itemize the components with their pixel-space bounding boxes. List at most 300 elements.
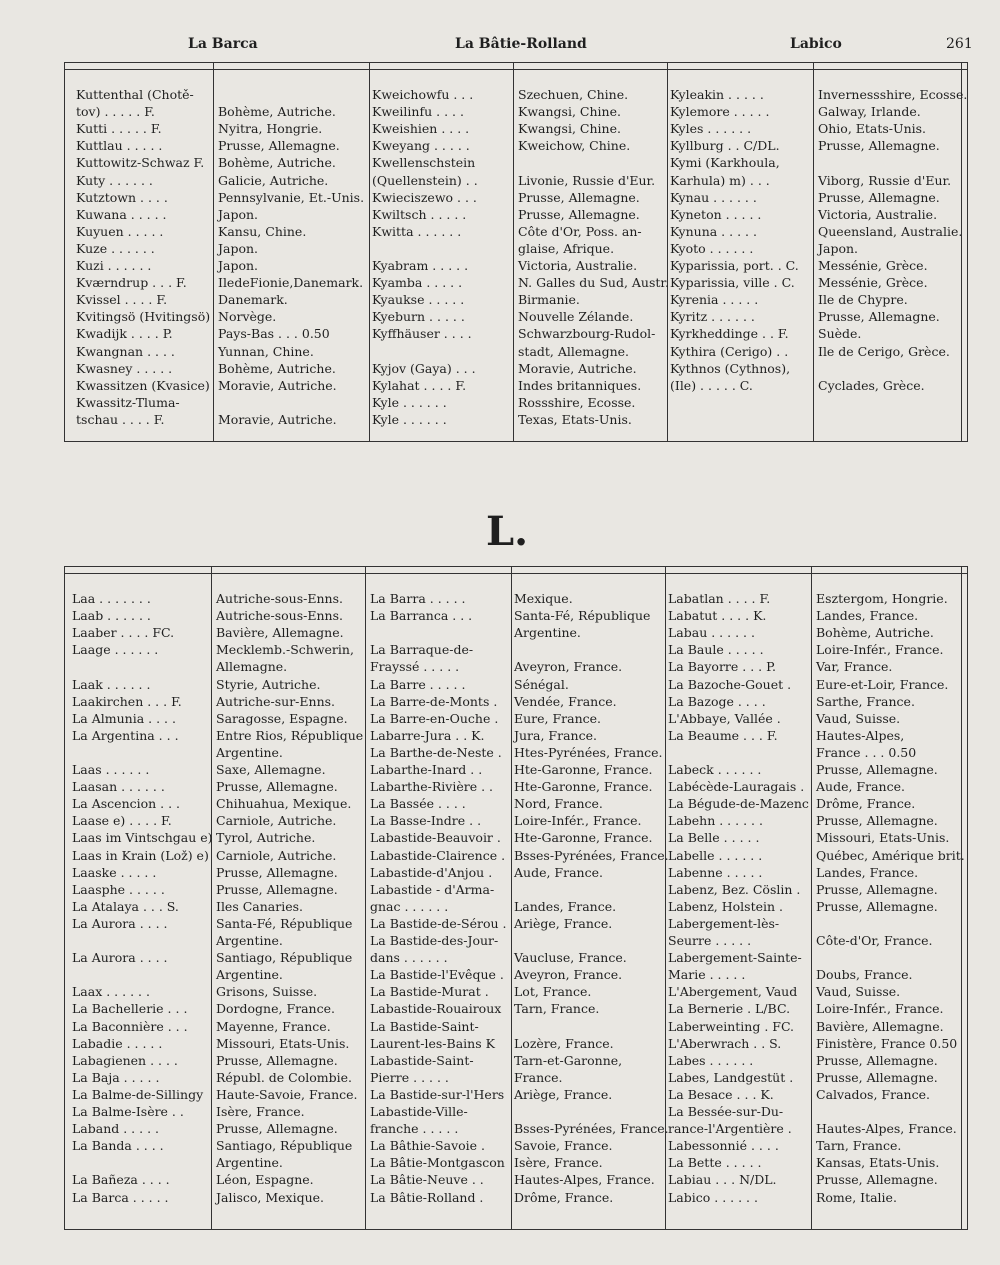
entry-location: Bohème, Autriche. bbox=[218, 360, 336, 376]
entry-place-name: Kyeburn . . . . . bbox=[372, 309, 465, 325]
entry-location: Var, France. bbox=[816, 659, 893, 675]
entry-location: Côte d'Or, Poss. an- bbox=[518, 223, 642, 239]
entry-place-name: Pierre . . . . . bbox=[370, 1069, 449, 1085]
entry-location: Styrie, Autriche. bbox=[216, 676, 321, 692]
entry-location: Mexique. bbox=[514, 591, 573, 606]
entry-location: Tarn, France. bbox=[816, 1138, 902, 1154]
entry-place-name: Seurre . . . . . bbox=[668, 933, 752, 948]
entry-place-name: La Aurora . . . . bbox=[72, 915, 168, 931]
entry-place-name: Kvitingsö (Hvitingsö) bbox=[76, 309, 211, 325]
entry-place-name: Laab . . . . . . bbox=[72, 608, 151, 624]
entry-location: Bohème, Autriche. bbox=[218, 155, 336, 171]
entry-place-name: La Bâthie-Savoie . bbox=[370, 1138, 486, 1154]
entry-location: Prusse, Allemagne. bbox=[816, 881, 938, 897]
entry-place-name: La Belle . . . . . bbox=[668, 830, 760, 846]
entry-place-name: Labau . . . . . . bbox=[668, 625, 755, 641]
running-head-left: La Barca bbox=[188, 36, 258, 52]
entry-place-name: Kylemore . . . . . bbox=[670, 104, 770, 120]
entry-place-name: Laakirchen . . . F. bbox=[72, 693, 182, 709]
entry-location: Santiago, République bbox=[216, 950, 353, 966]
entry-place-name: Kyritz . . . . . . bbox=[670, 309, 755, 325]
entry-location: Prusse, Allemagne. bbox=[816, 898, 938, 914]
entry-place-name: Kuttlau . . . . . bbox=[76, 138, 163, 154]
entry-place-name: La Barra . . . . . bbox=[370, 591, 466, 606]
entry-location: Jura, France. bbox=[514, 727, 597, 743]
entry-place-name: Laband . . . . . bbox=[72, 1121, 159, 1137]
entry-location: Aude, France. bbox=[514, 864, 603, 880]
entry-location: Mecklemb.-Schwerin, bbox=[216, 642, 354, 658]
entry-location: Vaud, Suisse. bbox=[816, 710, 901, 726]
entry-location: Argentine. bbox=[216, 933, 283, 948]
entry-location: Ile de Chypre. bbox=[818, 292, 908, 308]
entry-location: Nyitra, Hongrie. bbox=[218, 121, 323, 137]
entry-place-name: Labastide-d'Anjou . bbox=[370, 864, 493, 880]
entry-place-name: Laas im Vintschgau e) bbox=[72, 830, 213, 846]
entry-place-name: Kynau . . . . . . bbox=[670, 189, 757, 205]
entry-place-name: La Atalaya . . . S. bbox=[72, 898, 179, 914]
entry-location: Nouvelle Zélande. bbox=[518, 309, 634, 325]
entry-location: Carniole, Autriche. bbox=[216, 847, 337, 863]
entry-place-name: Kyllburg . . C/DL. bbox=[670, 138, 780, 154]
entry-location: Moravie, Autriche. bbox=[518, 360, 637, 376]
entry-location: Vaud, Suisse. bbox=[816, 984, 901, 1000]
entry-place-name: Kyneton . . . . . bbox=[670, 206, 762, 222]
entry-place-name: Laas in Krain (Lož) e) bbox=[72, 847, 209, 863]
entry-location: France. bbox=[514, 1069, 563, 1085]
entry-place-name: Kwassitz-Tluma- bbox=[76, 394, 180, 410]
entry-place-name: Kwitta . . . . . . bbox=[372, 223, 462, 239]
entry-place-name: Labastide-Saint- bbox=[370, 1052, 474, 1068]
entry-location: Japon. bbox=[218, 206, 259, 222]
entry-location: Tyrol, Autriche. bbox=[216, 830, 316, 846]
entry-location: Autriche-sous-Enns. bbox=[216, 591, 343, 606]
entry-place-name: Kuwana . . . . . bbox=[76, 206, 167, 222]
entry-location: Aveyron, France. bbox=[514, 967, 623, 983]
entry-location: Landes, France. bbox=[514, 898, 617, 914]
entry-location: Entre Rios, République bbox=[216, 727, 364, 743]
entry-place-name: Kyleakin . . . . . bbox=[670, 87, 764, 102]
entry-place-name: franche . . . . . bbox=[370, 1121, 459, 1137]
entry-location: Loire-Infér., France. bbox=[816, 642, 944, 658]
entry-location: Québec, Amérique brit. bbox=[816, 847, 965, 863]
entry-location: Léon, Espagne. bbox=[216, 1172, 314, 1188]
entry-location: Prusse, Allemagne. bbox=[216, 1121, 338, 1137]
entry-place-name: La Beaume . . . F. bbox=[668, 727, 778, 743]
entry-location: Hte-Garonne, France. bbox=[514, 779, 653, 795]
entry-location: Landes, France. bbox=[816, 864, 919, 880]
entry-place-name: Kværndrup . . . F. bbox=[76, 275, 187, 291]
column-rule bbox=[961, 63, 962, 441]
entry-location: Carniole, Autriche. bbox=[216, 813, 337, 829]
entry-location: Santiago, République bbox=[216, 1138, 353, 1154]
entry-place-name: Kythira (Cerigo) . . bbox=[670, 343, 789, 359]
entry-place-name: Kyparissia, port. . C. bbox=[670, 258, 799, 273]
entry-location: Japon. bbox=[818, 240, 859, 256]
entry-location: Isère, France. bbox=[216, 1104, 305, 1119]
entry-place-name: Kwangnan . . . . bbox=[76, 343, 175, 359]
entry-place-name: Kuzi . . . . . . bbox=[76, 258, 152, 273]
entry-location: Bohème, Autriche. bbox=[218, 104, 336, 120]
entry-location: Nord, France. bbox=[514, 796, 603, 812]
entry-place-name: La Bastide-Murat . bbox=[370, 984, 489, 1000]
page-number: 261 bbox=[946, 36, 973, 52]
entry-place-name: Laage . . . . . . bbox=[72, 642, 159, 658]
entry-place-name: Labico . . . . . . bbox=[668, 1189, 758, 1205]
entry-location: Yunnan, Chine. bbox=[218, 343, 314, 359]
entry-place-name: Kutztown . . . . bbox=[76, 189, 168, 205]
entry-place-name: Labehn . . . . . . bbox=[668, 813, 763, 829]
entry-place-name: La Baule . . . . . bbox=[668, 642, 764, 658]
entry-place-name: La Balme-de-Sillingy bbox=[72, 1086, 204, 1102]
entry-location: Landes, France. bbox=[816, 608, 919, 624]
entry-place-name: La Bazoge . . . . bbox=[668, 693, 766, 709]
entry-place-name: La Balme-Isère . . bbox=[72, 1104, 184, 1119]
entry-location: Kansu, Chine. bbox=[218, 223, 307, 239]
entry-location: Isère, France. bbox=[514, 1155, 603, 1171]
entry-place-name: L'Abergement, Vaud bbox=[668, 984, 798, 1000]
entry-location: Ohio, Etats-Unis. bbox=[818, 121, 927, 137]
entry-location: Htes-Pyrénées, France. bbox=[514, 744, 663, 760]
entry-place-name: Labessonnié . . . . bbox=[668, 1138, 779, 1154]
entry-place-name: La Almunia . . . . bbox=[72, 710, 176, 726]
entry-location: Prusse, Allemagne. bbox=[216, 864, 338, 880]
entry-place-name: Laasan . . . . . . bbox=[72, 779, 165, 795]
entry-location: Doubs, France. bbox=[816, 967, 913, 983]
entry-location: Prusse, Allemagne. bbox=[518, 206, 640, 222]
entry-place-name: Labenz, Holstein . bbox=[668, 898, 783, 914]
entry-location: Dordogne, France. bbox=[216, 1001, 335, 1017]
entry-location: Texas, Etats-Unis. bbox=[518, 411, 632, 427]
entry-place-name: Kymi (Karkhoula, bbox=[670, 155, 780, 171]
entry-place-name: La Baja . . . . . bbox=[72, 1069, 160, 1085]
entry-place-name: Kyrenia . . . . . bbox=[670, 292, 759, 308]
entry-location: Eure, France. bbox=[514, 710, 602, 726]
entry-location: Ariège, France. bbox=[514, 915, 613, 931]
entry-place-name: La Bastide-Saint- bbox=[370, 1018, 479, 1034]
entry-location: Japon. bbox=[218, 258, 259, 273]
entry-location: Loire-Infér., France. bbox=[514, 813, 642, 829]
entry-place-name: Kynuna . . . . . bbox=[670, 223, 757, 239]
entry-place-name: Laax . . . . . . bbox=[72, 984, 150, 1000]
entry-location: IledeFionie,Danemark. bbox=[218, 275, 364, 291]
entry-location: Finistère, France 0.50 bbox=[816, 1035, 958, 1051]
entry-place-name: gnac . . . . . . bbox=[370, 898, 449, 914]
entry-location: Jalisco, Mexique. bbox=[216, 1189, 325, 1205]
entry-place-name: Kyle . . . . . . bbox=[372, 411, 447, 427]
entry-place-name: Kyaukse . . . . . bbox=[372, 292, 465, 308]
entry-place-name: Labastide-Beauvoir . bbox=[370, 830, 501, 846]
entry-place-name: La Bazoche-Gouet . bbox=[668, 676, 792, 692]
entry-place-name: Laurent-les-Bains K bbox=[370, 1035, 495, 1051]
entry-place-name: La Besace . . . K. bbox=[668, 1086, 774, 1102]
entry-location: Prusse, Allemagne. bbox=[816, 762, 938, 777]
entry-location: Messénie, Grèce. bbox=[818, 258, 928, 273]
entry-location: Iles Canaries. bbox=[216, 898, 303, 914]
entry-place-name: Labastide - d'Arma- bbox=[370, 881, 495, 897]
entry-place-name: Kwadijk . . . . P. bbox=[76, 326, 173, 342]
entry-location: Santa-Fé, République bbox=[216, 915, 353, 931]
entry-location: Pennsylvanie, Et.-Unis. bbox=[218, 189, 365, 205]
entry-place-name: Kyamba . . . . . bbox=[372, 275, 463, 291]
entry-place-name: La Bachellerie . . . bbox=[72, 1001, 188, 1017]
entry-place-name: La Basse-Indre . . bbox=[370, 813, 482, 829]
entry-place-name: Labeck . . . . . . bbox=[668, 762, 762, 777]
entry-location: Hte-Garonne, France. bbox=[514, 762, 653, 777]
section-letter: L. bbox=[486, 508, 529, 555]
entry-location: Argentine. bbox=[514, 625, 581, 641]
entry-place-name: Laberweinting . FC. bbox=[668, 1018, 795, 1034]
entry-location: Sénégal. bbox=[514, 676, 569, 692]
entry-location: Argentine. bbox=[216, 1155, 283, 1171]
entry-place-name: Labenne . . . . . bbox=[668, 864, 763, 880]
column-rule bbox=[667, 63, 668, 441]
entry-location: Prusse, Allemagne. bbox=[816, 1052, 938, 1068]
entry-location: Danemark. bbox=[218, 292, 288, 308]
entry-place-name: Labenz, Bez. Cöslin . bbox=[668, 881, 801, 897]
entry-place-name: Kweishien . . . . bbox=[372, 121, 470, 137]
entry-location: Santa-Fé, République bbox=[514, 608, 651, 624]
entry-place-name: Kuze . . . . . . bbox=[76, 240, 155, 256]
entry-place-name: Laak . . . . . . bbox=[72, 676, 151, 692]
entry-location: Aveyron, France. bbox=[514, 659, 623, 675]
entry-location: Savoie, France. bbox=[514, 1138, 613, 1154]
entry-location: stadt, Allemagne. bbox=[518, 343, 630, 359]
entry-place-name: Kweyang . . . . . bbox=[372, 138, 470, 154]
entry-place-name: L'Abbaye, Vallée . bbox=[668, 710, 781, 726]
entry-location: Norvège. bbox=[218, 309, 277, 325]
entry-place-name: La Bayorre . . . P. bbox=[668, 659, 776, 675]
entry-place-name: Labastide-Clairence . bbox=[370, 847, 506, 863]
entry-place-name: Kythnos (Cythnos), bbox=[670, 360, 791, 376]
entry-place-name: Kwieciszewo . . . bbox=[372, 189, 477, 205]
entry-place-name: La Bassée . . . . bbox=[370, 796, 466, 812]
entry-location: Tarn, France. bbox=[514, 1001, 600, 1017]
entry-location: Bsses-Pyrénées, France. bbox=[514, 847, 669, 863]
entry-place-name: La Barre-de-Monts . bbox=[370, 693, 498, 709]
entry-location: Drôme, France. bbox=[816, 796, 916, 812]
entry-location: Drôme, France. bbox=[514, 1189, 614, 1205]
entry-location: Bohème, Autriche. bbox=[816, 625, 934, 641]
entry-place-name: La Bâtie-Neuve . . bbox=[370, 1172, 484, 1188]
entry-place-name: rance-l'Argentière . bbox=[668, 1121, 792, 1137]
entry-location: Messénie, Grèce. bbox=[818, 275, 928, 291]
entry-place-name: La Aurora . . . . bbox=[72, 950, 168, 966]
entry-location: Kansas, Etats-Unis. bbox=[816, 1155, 940, 1171]
entry-place-name: La Bette . . . . . bbox=[668, 1155, 762, 1171]
entry-place-name: Kweilinfu . . . . bbox=[372, 104, 464, 120]
entry-location: Hautes-Alpes, France. bbox=[514, 1172, 655, 1188]
entry-place-name: La Barranca . . . bbox=[370, 608, 473, 624]
entry-place-name: Labergement-lès- bbox=[668, 915, 780, 931]
entry-location: Argentine. bbox=[216, 744, 283, 760]
entry-location: Grisons, Suisse. bbox=[216, 984, 318, 1000]
entry-location: glaise, Afrique. bbox=[518, 240, 615, 256]
entry-place-name: Labiau . . . N/DL. bbox=[668, 1172, 777, 1188]
entry-location: Bsses-Pyrénées, France. bbox=[514, 1121, 669, 1137]
entry-place-name: La Bañeza . . . . bbox=[72, 1172, 170, 1188]
entry-place-name: Kyffhäuser . . . . bbox=[372, 326, 472, 342]
entry-place-name: Kuty . . . . . . bbox=[76, 172, 153, 188]
entry-location: Eure-et-Loir, France. bbox=[816, 676, 949, 692]
entry-location: Tarn-et-Garonne, bbox=[514, 1052, 623, 1068]
entry-location: Prusse, Allemagne. bbox=[816, 813, 938, 829]
entry-place-name: La Ascencion . . . bbox=[72, 796, 181, 812]
entry-place-name: La Argentina . . . bbox=[72, 727, 179, 743]
entry-place-name: Labelle . . . . . . bbox=[668, 847, 763, 863]
entry-place-name: Kyparissia, ville . C. bbox=[670, 275, 795, 291]
entry-place-name: Laaber . . . . FC. bbox=[72, 625, 175, 641]
entry-location: Bavière, Allemagne. bbox=[216, 625, 344, 641]
entry-place-name: (Ile) . . . . . C. bbox=[670, 377, 753, 393]
entry-location: Chihuahua, Mexique. bbox=[216, 796, 352, 812]
entry-place-name: (Quellenstein) . . bbox=[372, 172, 478, 188]
entry-place-name: Labarthe-Inard . . bbox=[370, 762, 483, 777]
entry-location: Vaucluse, France. bbox=[514, 950, 627, 966]
entry-place-name: La Bâtie-Rolland . bbox=[370, 1189, 484, 1205]
entry-location: Prusse, Allemagne. bbox=[216, 881, 338, 897]
entry-place-name: La Bastide-l'Evêque . bbox=[370, 967, 504, 983]
entry-place-name: tschau . . . . F. bbox=[76, 411, 165, 427]
entry-location: Livonie, Russie d'Eur. bbox=[518, 172, 656, 188]
entry-place-name: La Barre-en-Ouche . bbox=[370, 710, 499, 726]
entry-place-name: Labergement-Sainte- bbox=[668, 950, 802, 966]
entry-place-name: Kwasney . . . . . bbox=[76, 360, 173, 376]
entry-location: Prusse, Allemagne. bbox=[818, 138, 940, 154]
entry-location: Queensland, Australie. bbox=[818, 223, 963, 239]
entry-place-name: Labarthe-Rivière . . bbox=[370, 779, 494, 795]
entry-location: Esztergom, Hongrie. bbox=[816, 591, 948, 606]
entry-place-name: Kyle . . . . . . bbox=[372, 394, 447, 410]
column-rule bbox=[961, 567, 962, 1229]
entry-place-name: Labatlan . . . . F. bbox=[668, 591, 771, 606]
entry-location: Autriche-sous-Enns. bbox=[216, 608, 343, 624]
entry-place-name: La Bâtie-Montgascon bbox=[370, 1155, 505, 1171]
entry-location: Japon. bbox=[218, 240, 259, 256]
entry-place-name: Labadie . . . . . bbox=[72, 1035, 163, 1051]
entry-place-name: Kwellenschstein bbox=[372, 155, 476, 171]
entry-place-name: Labarre-Jura . . K. bbox=[370, 727, 485, 743]
entry-place-name: Kutti . . . . . F. bbox=[76, 121, 162, 137]
entry-place-name: Kuyuen . . . . . bbox=[76, 223, 164, 239]
entry-location: Ariège, France. bbox=[514, 1086, 613, 1102]
entry-location: Rome, Italie. bbox=[816, 1189, 897, 1205]
entry-location: Autriche-sur-Enns. bbox=[216, 693, 336, 709]
entry-place-name: dans . . . . . . bbox=[370, 950, 448, 966]
entry-place-name: Kuttowitz-Schwaz F. bbox=[76, 155, 205, 171]
entry-location: Saragosse, Espagne. bbox=[216, 710, 348, 726]
entry-location: Sarthe, France. bbox=[816, 693, 915, 709]
entry-location: Prusse, Allemagne. bbox=[816, 1172, 938, 1188]
entry-location: Prusse, Allemagne. bbox=[216, 779, 338, 795]
entry-location: Prusse, Allemagne. bbox=[818, 189, 940, 205]
entry-place-name: La Barre . . . . . bbox=[370, 676, 466, 692]
entry-location: Prusse, Allemagne. bbox=[818, 309, 940, 325]
entry-location: Prusse, Allemagne. bbox=[216, 1052, 338, 1068]
entry-location: Saxe, Allemagne. bbox=[216, 762, 326, 777]
entry-location: Cyclades, Grèce. bbox=[818, 377, 925, 393]
entry-location: Indes britanniques. bbox=[518, 377, 642, 393]
entry-place-name: tov) . . . . . F. bbox=[76, 104, 155, 120]
entry-place-name: La Barthe-de-Neste . bbox=[370, 744, 502, 760]
entry-place-name: Labécède-Lauragais . bbox=[668, 779, 805, 795]
entry-place-name: Kuttenthal (Chotě- bbox=[76, 87, 194, 102]
entry-location: Lozère, France. bbox=[514, 1035, 614, 1051]
entry-location: Prusse, Allemagne. bbox=[218, 138, 340, 154]
entry-location: Galway, Irlande. bbox=[818, 104, 921, 120]
entry-location: Lot, France. bbox=[514, 984, 592, 1000]
entry-place-name: La Barca . . . . . bbox=[72, 1189, 169, 1205]
entry-place-name: Karhula) m) . . . bbox=[670, 172, 770, 188]
entry-location: Moravie, Autriche. bbox=[218, 377, 337, 393]
entry-place-name: Kyles . . . . . . bbox=[670, 121, 752, 137]
entry-location: Kwangsi, Chine. bbox=[518, 121, 621, 137]
entry-location: Mayenne, France. bbox=[216, 1018, 331, 1034]
entry-location: France . . . 0.50 bbox=[816, 744, 917, 760]
entry-place-name: Laase e) . . . . F. bbox=[72, 813, 172, 829]
entry-location: Invernessshire, Ecosse. bbox=[818, 87, 968, 102]
entry-location: Missouri, Etats-Unis. bbox=[816, 830, 950, 846]
column-rule bbox=[365, 567, 366, 1229]
entry-place-name: Marie . . . . . bbox=[668, 967, 746, 983]
entry-place-name: Labastide-Rouairoux bbox=[370, 1001, 502, 1017]
entry-place-name: La Bégude-de-Mazenc bbox=[668, 796, 809, 812]
entry-location: Argentine. bbox=[216, 967, 283, 983]
entry-location: Missouri, Etats-Unis. bbox=[216, 1035, 350, 1051]
entry-place-name: Kweichowfu . . . bbox=[372, 87, 474, 102]
entry-location: Szechuen, Chine. bbox=[518, 87, 629, 102]
entry-location: Kwangsi, Chine. bbox=[518, 104, 621, 120]
entry-place-name: Kwiltsch . . . . . bbox=[372, 206, 467, 222]
entry-place-name: Kvissel . . . . F. bbox=[76, 292, 168, 308]
entry-place-name: La Bessée-sur-Du- bbox=[668, 1104, 784, 1119]
entry-place-name: Kyrkheddinge . . F. bbox=[670, 326, 789, 342]
entry-location: Schwarzbourg-Rudol- bbox=[518, 326, 656, 342]
entry-location: Victoria, Australie. bbox=[818, 206, 938, 222]
entry-location: Galicie, Autriche. bbox=[218, 172, 329, 188]
entry-place-name: Kyoto . . . . . . bbox=[670, 240, 754, 256]
entry-location: Suède. bbox=[818, 326, 862, 342]
entry-location: Hte-Garonne, France. bbox=[514, 830, 653, 846]
entry-place-name: Laaske . . . . . bbox=[72, 864, 157, 880]
entry-location: Rossshire, Ecosse. bbox=[518, 394, 636, 410]
entry-location: Hautes-Alpes, France. bbox=[816, 1121, 957, 1137]
entry-place-name: La Banda . . . . bbox=[72, 1138, 164, 1154]
entry-location: Côte-d'Or, France. bbox=[816, 933, 933, 948]
entry-location: Hautes-Alpes, bbox=[816, 727, 905, 743]
running-head-right: Labico bbox=[790, 36, 842, 52]
entry-place-name: Kyabram . . . . . bbox=[372, 258, 469, 273]
entry-location: Moravie, Autriche. bbox=[218, 411, 337, 427]
entry-location: Loire-Infér., France. bbox=[816, 1001, 944, 1017]
entry-place-name: Labastide-Ville- bbox=[370, 1104, 468, 1119]
entry-place-name: La Bastide-sur-l'Hers bbox=[370, 1086, 505, 1102]
entry-place-name: La Bastide-de-Sérou . bbox=[370, 915, 507, 931]
entry-place-name: La Bastide-des-Jour- bbox=[370, 933, 499, 948]
running-head-center: La Bâtie-Rolland bbox=[455, 36, 587, 52]
entry-location: Aude, France. bbox=[816, 779, 905, 795]
entry-place-name: Labagienen . . . . bbox=[72, 1052, 178, 1068]
entry-location: Birmanie. bbox=[518, 292, 580, 308]
entry-place-name: Kylahat . . . . F. bbox=[372, 377, 467, 393]
entry-place-name: Labatut . . . . K. bbox=[668, 608, 767, 624]
entry-place-name: Laa . . . . . . . bbox=[72, 591, 151, 606]
entry-location: Victoria, Australie. bbox=[518, 258, 638, 273]
entry-place-name: Labes . . . . . . bbox=[668, 1052, 754, 1068]
entry-location: Bavière, Allemagne. bbox=[816, 1018, 944, 1034]
entry-place-name: La Barraque-de- bbox=[370, 642, 474, 658]
entry-location: Haute-Savoie, France. bbox=[216, 1086, 358, 1102]
entry-place-name: Frayssé . . . . . bbox=[370, 659, 460, 675]
